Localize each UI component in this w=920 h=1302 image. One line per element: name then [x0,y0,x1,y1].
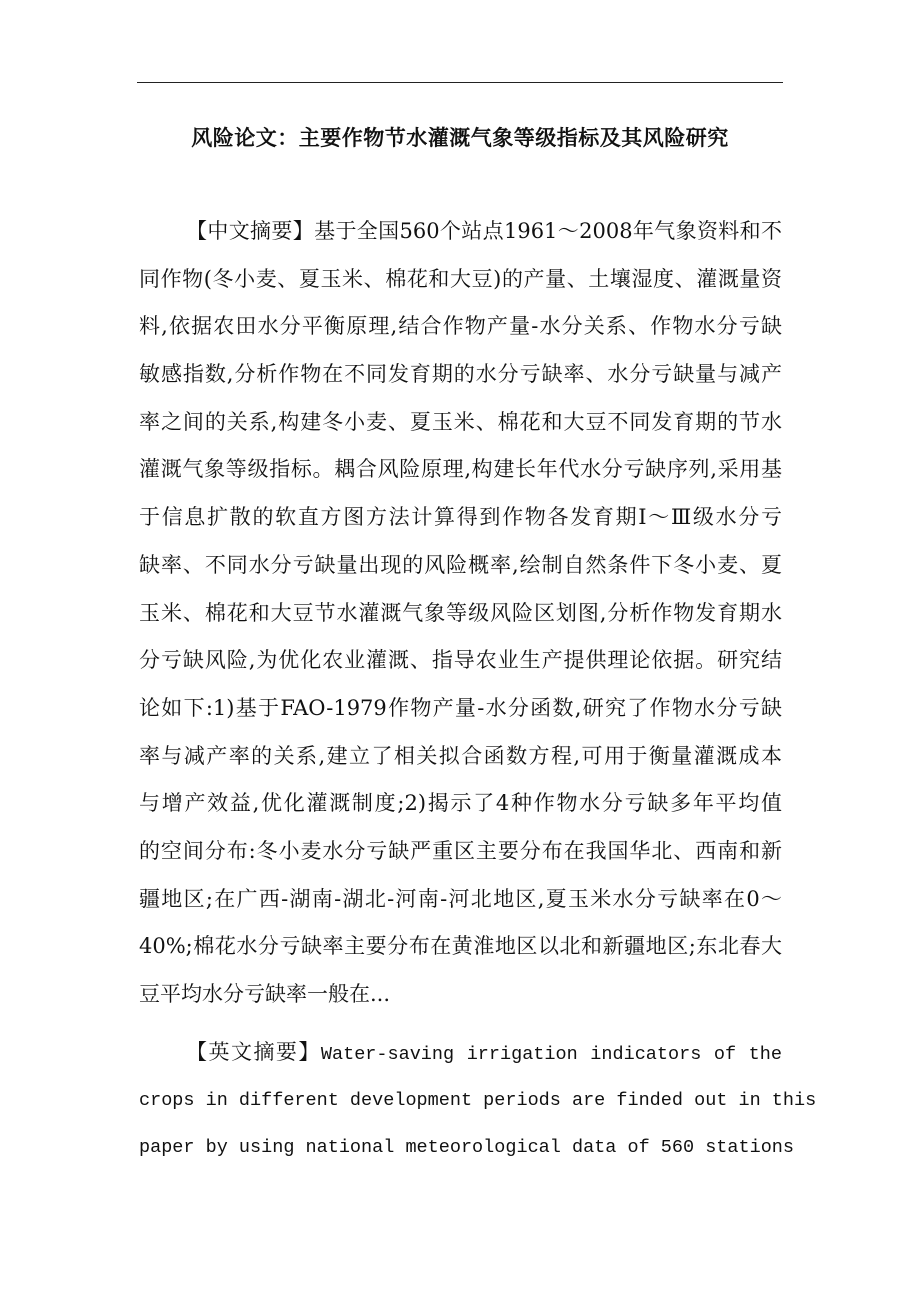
chinese-abstract-line: 【中文摘要】基于全国560个站点1961～2008年气象资料和不 [186,219,782,243]
chinese-abstract [139,208,782,1019]
english-abstract-label: 【英文摘要】 [186,1040,321,1064]
chinese-abstract-line: 疆地区;在广西-湖南-湖北-河南-河北地区,夏玉米水分亏缺率在0～ [139,886,782,911]
chinese-abstract-line: 分亏缺风险,为优化农业灌溉、指导农业生产提供理论依据。研究结 [139,648,782,673]
english-abstract-line: crops in different development periods are finded out in this [139,1089,817,1111]
english-abstract-line: paper by using national meteorological data of 560 stations [139,1137,795,1159]
chinese-abstract-line: 与增产效益,优化灌溉制度;2)揭示了4种作物水分亏缺多年平均值 [139,791,782,816]
chinese-abstract-line: 的空间分布:冬小麦水分亏缺严重区主要分布在我国华北、西南和新 [139,838,782,863]
chinese-abstract-line: 率之间的关系,构建冬小麦、夏玉米、棉花和大豆不同发育期的节水 [139,409,782,434]
chinese-abstract-line: 灌溉气象等级指标。耦合风险原理,构建长年代水分亏缺序列,采用基 [139,457,782,482]
chinese-abstract-line: 同作物(冬小麦、夏玉米、棉花和大豆)的产量、土壤湿度、灌溉量资 [139,266,782,291]
english-abstract [139,1029,817,1172]
chinese-abstract-line: 敏感指数,分析作物在不同发育期的水分亏缺率、水分亏缺量与减产 [139,362,782,387]
english-abstract-text: Water-saving irrigation indicators of the [320,1044,782,1065]
english-abstract-line [139,1029,782,1077]
header-rule [137,82,783,83]
chinese-abstract-line: 率与减产率的关系,建立了相关拟合函数方程,可用于衡量灌溉成本 [139,743,782,768]
chinese-abstract-line: 缺率、不同水分亏缺量出现的风险概率,绘制自然条件下冬小麦、夏 [139,552,782,577]
chinese-abstract-line: 论如下:1)基于FAO-1979作物产量-水分函数,研究了作物水分亏缺 [139,695,782,720]
chinese-abstract-line: 玉米、棉花和大豆节水灌溉气象等级风险区划图,分析作物发育期水 [139,600,782,625]
chinese-abstract-line: 料,依据农田水分平衡原理,结合作物产量-水分关系、作物水分亏缺 [139,314,782,339]
chinese-abstract-line: 40%;棉花水分亏缺率主要分布在黄淮地区以北和新疆地区;东北春大 [139,934,782,959]
chinese-abstract-line: 于信息扩散的软直方图方法计算得到作物各发育期Ⅰ～Ⅲ级水分亏 [139,505,782,530]
chinese-abstract-line: 豆平均水分亏缺率一般在... [139,982,391,1006]
document-title: 风险论文：主要作物节水灌溉气象等级指标及其风险研究 [191,126,729,150]
